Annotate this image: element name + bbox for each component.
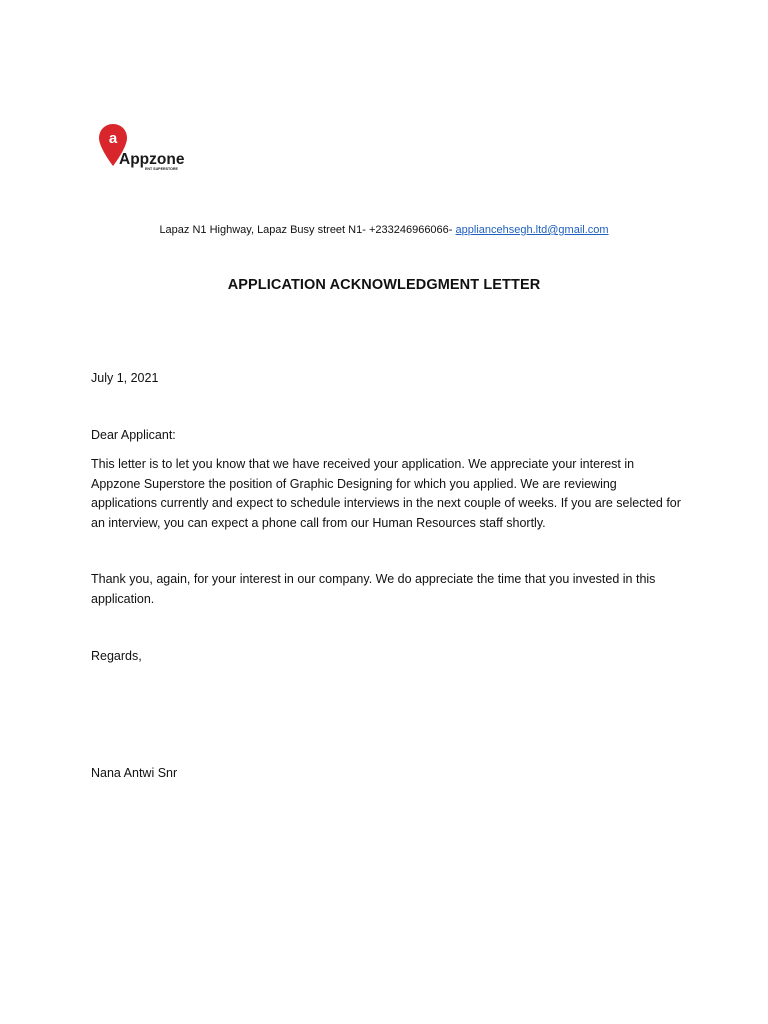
signature-name: Nana Antwi Snr (91, 766, 178, 780)
body-paragraph-1: This letter is to let you know that we have received your application. We appreciate your interest in Appzone Superstore the position of Graphic Designing for which you applied. We are reviewing applications currently and expect to schedule interviews in the next couple of weeks. If you are selected for an interview, you can expect a phone call from our Human Resources staff shortly. (91, 457, 681, 530)
salutation: Dear Applicant: (91, 428, 176, 442)
location-pin-icon (98, 122, 198, 172)
logo-letter: a (108, 130, 118, 147)
company-logo (98, 122, 198, 172)
logo-tagline: ENT SUPERSTORE (145, 167, 178, 171)
company-address-line (0, 222, 768, 238)
letter-date: July 1, 2021 (91, 371, 159, 385)
body-paragraph-2: Thank you, again, for your interest in our company. We do appreciate the time that you invested in this application. (91, 572, 656, 606)
letter-title: APPLICATION ACKNOWLEDGMENT LETTER (227, 277, 541, 293)
closing: Regards, (91, 649, 142, 663)
logo-brand-name: Appzone (119, 151, 185, 168)
company-email-link[interactable]: appliancehsegh.ltd@gmail.com (455, 224, 609, 236)
company-address: Lapaz N1 Highway, Lapaz Busy street N1- +233246966066- (159, 224, 453, 236)
